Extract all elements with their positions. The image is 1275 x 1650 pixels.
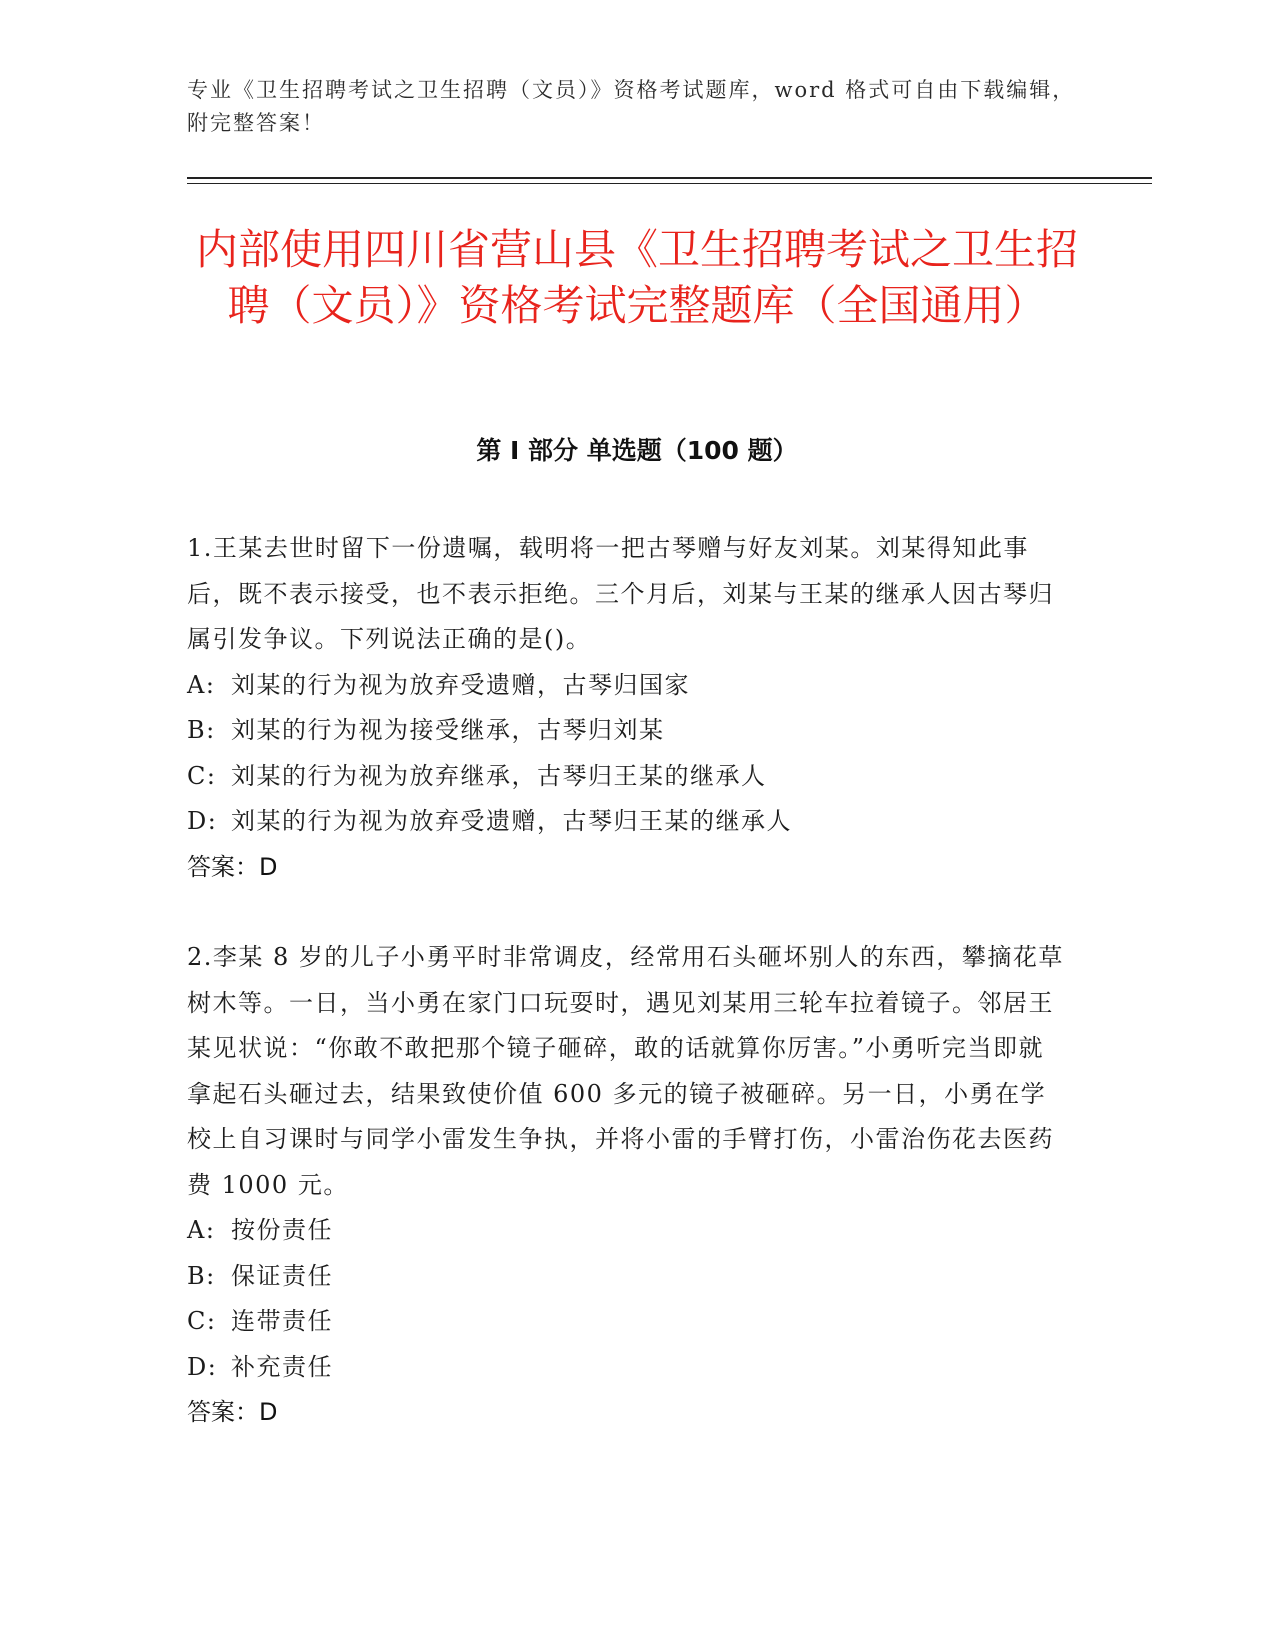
option-d bbox=[187, 1345, 1067, 1391]
option-b bbox=[187, 708, 1067, 754]
question-stem: 1.王某去世时留下一份遗嘱，载明将一把古琴赠与好友刘某。刘某得知此事后，既不表示接受，也不表示拒绝。三个月后，刘某与王某的继承人因古琴归属引发争议。下列说法正确的是()。 bbox=[187, 534, 1054, 653]
option-key: C: bbox=[187, 1307, 217, 1335]
document-title: 内部使用四川省营山县《卫生招聘考试之卫生招聘（文员）》资格考试完整题库（全国通用） bbox=[195, 225, 1078, 330]
option-text: 保证责任 bbox=[231, 1261, 333, 1290]
option-d bbox=[187, 799, 1067, 845]
option-a bbox=[187, 663, 1067, 709]
answer-line: 答案：D bbox=[187, 852, 278, 881]
option-key: D: bbox=[187, 1352, 218, 1381]
question-1 bbox=[187, 526, 1067, 890]
option-text: 刘某的行为视为放弃继承，古琴归王某的继承人 bbox=[231, 761, 767, 790]
header-divider-thick bbox=[187, 177, 1152, 179]
header-divider-thin bbox=[187, 183, 1152, 184]
option-a bbox=[187, 1208, 1067, 1254]
option-c bbox=[187, 754, 1067, 800]
answer-line: 答案：D bbox=[187, 1398, 278, 1426]
option-text: 刘某的行为视为放弃受遗赠，古琴归王某的继承人 bbox=[231, 807, 792, 835]
option-key: A: bbox=[187, 670, 216, 699]
question-stem: 2.李某 8 岁的儿子小勇平时非常调皮，经常用石头砸坏别人的东西，攀摘花草树木等。一日，当小勇在家门口玩耍时，遇见刘某用三轮车拉着镜子。邻居王某见状说：“你敢不敢把那个镜子砸碎，敢的话就算你厉害。”小勇听完当即就拿起石头砸过去，结果致使价值 600 多元的镜子被砸碎。另一日，小勇在学校上自习课时与同学小雷发生争执，并将小雷的手臂打伤，小雷治伤花去医药费 1000 元。 bbox=[187, 943, 1064, 1199]
option-text: 连带责任 bbox=[231, 1307, 333, 1335]
header-note: 专业《卫生招聘考试之卫生招聘（文员）》资格考试题库，word 格式可自由下载编辑，附完整答案！ bbox=[187, 78, 1076, 135]
section-heading: 第 I 部分 单选题（100 题） bbox=[476, 436, 798, 465]
option-text: 刘某的行为视为放弃受遗赠，古琴归国家 bbox=[231, 670, 690, 699]
option-b bbox=[187, 1254, 1067, 1300]
option-key: C: bbox=[187, 761, 217, 790]
option-key: B: bbox=[187, 1261, 216, 1290]
option-text: 按份责任 bbox=[231, 1216, 333, 1244]
question-2 bbox=[187, 935, 1067, 1436]
option-key: D: bbox=[187, 807, 218, 835]
option-text: 刘某的行为视为接受继承，古琴归刘某 bbox=[231, 716, 665, 744]
option-key: A: bbox=[187, 1216, 216, 1244]
option-text: 补充责任 bbox=[231, 1352, 333, 1381]
option-c bbox=[187, 1299, 1067, 1345]
option-key: B: bbox=[187, 716, 216, 744]
